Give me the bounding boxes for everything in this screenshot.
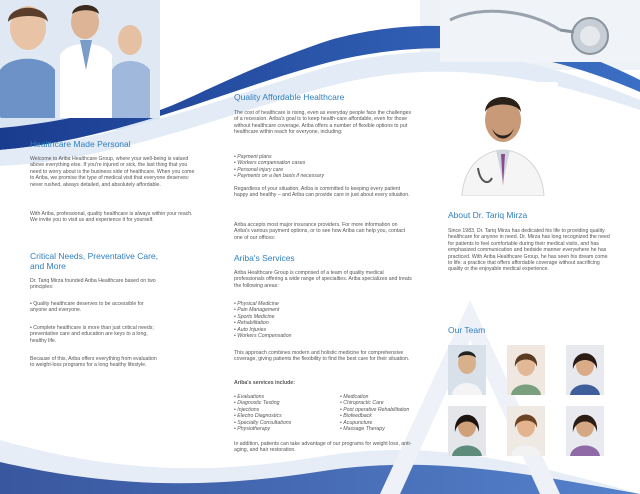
- team-photo: [507, 345, 545, 395]
- doctors-photo: [0, 0, 160, 118]
- list-item: • Electro Diagnostics: [234, 413, 304, 419]
- heading-our-team: Our Team: [448, 325, 486, 335]
- list-item: • Workers Compensation: [234, 333, 412, 339]
- list-item: • Chiropractic Care: [340, 400, 420, 406]
- list-item: • Physical Medicine: [234, 301, 412, 307]
- para-founded: Dr. Tariq Mirza founded Ariba Healthcare based on two principles:: [30, 278, 156, 291]
- services-list-left: [234, 394, 304, 432]
- services-list-right: [340, 394, 420, 432]
- team-photo: [448, 345, 486, 395]
- para-insurance: Ariba accepts most major insurance providers. For more information on Ariba's various payment options, or to see how Ariba can help you, contact one of our offices:: [234, 222, 406, 241]
- para-comprised: Ariba Healthcare Group is comprised of a team of quality medical professionals offering a wide range of specialties. Ariba specializes and treats the following areas:: [234, 270, 412, 289]
- para-cost: The cost of healthcare is rising, even as everyday people face the challenges of a recession. Ariba's goal is to keep health-care affordable, even for those without healthcare coverage. Ariba offers a number of flexible options to put healthcare within reach for everyone, including:: [234, 110, 412, 136]
- para-approach: This approach combines modern and holistic medicine for comprehensive coverage, giving patients the flexibility to find the best care for their situation.: [234, 350, 410, 363]
- heading-arivas-services: Ariba's Services: [234, 253, 295, 263]
- list-item: • Personal injury care: [234, 167, 412, 173]
- list-item: • Sports Medicine: [234, 314, 412, 320]
- list-item: • Pain Management: [234, 307, 412, 313]
- team-photo: [566, 406, 604, 456]
- list-item: • Physiotherapy: [234, 426, 304, 432]
- team-photo: [448, 406, 486, 456]
- bullet-quality: • Quality healthcare deserves to be accessible for anyone and everyone.: [30, 301, 144, 314]
- para-because: Because of this, Ariba offers everything from evaluation to weight-loss programs for a long healthy lifestyle.: [30, 356, 157, 369]
- list-item: • Acupuncture: [340, 420, 420, 426]
- list-item: • Diagnostic Testing: [234, 400, 304, 406]
- list-item: • Injections: [234, 407, 304, 413]
- stethoscope-photo: [440, 0, 640, 62]
- para-welcome: Welcome to Ariba Healthcare Group, where your well-being is valued above everything else. If you're injured or sick, the last thing that you need to worry about is the business side of healthcare. When you come to Ariba, we promise the type of medical visit that everyone deserves: never rushed, always detailed, and absolutely affordable.: [30, 156, 195, 188]
- team-photo: [566, 345, 604, 395]
- list-item: • Massage Therapy: [340, 426, 420, 432]
- heading-about-dr: About Dr. Tariq Mirza: [448, 210, 528, 220]
- para-regardless: Regardless of your situation, Ariba is committed to keeping every patient happy and healthy – and Ariba can provide care in just about every situation.: [234, 186, 410, 199]
- heading-healthcare-made-personal: Healthcare Made Personal: [30, 139, 131, 149]
- para-with-ariba: With Ariba, professional, quality healthcare is always within your reach. We invite you to visit us and experience it for yourself.: [30, 211, 193, 224]
- list-item: • Evaluations: [234, 394, 304, 400]
- list-item: • Payments on a lien basis if necessary: [234, 173, 412, 179]
- list-item: • Medication: [340, 394, 420, 400]
- list-item: • Post operative Rehabilitation: [340, 407, 420, 413]
- para-programs: In addition, patients can take advantage of our programs for weight loss, anti-aging, and hair restoration.: [234, 441, 412, 454]
- list-item: • Biofeedback: [340, 413, 420, 419]
- list-item: • Specialty Consultations: [234, 420, 304, 426]
- doctor-portrait: [448, 82, 558, 196]
- specialties-list: [234, 301, 412, 339]
- services-columns: [234, 394, 420, 432]
- services-title: Ariba's services include:: [234, 380, 295, 386]
- heading-quality-affordable: Quality Affordable Healthcare: [234, 92, 345, 102]
- list-item: • Payment plans: [234, 154, 412, 160]
- list-item: • Rehabilitation: [234, 320, 412, 326]
- para-since-1983: Since 1983, Dr. Tariq Mirza has dedicated his life to providing quality healthcare for anyone in need. Dr. Mirza has long recognized the need for patients to feel comfortable during their medical visits, and has emphasized communication and bedside manner everywhere he has practiced. With Ariba Healthcare Group, he has seen his dream come to life: a practice that offers affordable coverage without sacrificing quality or the enjoyable medical experience.: [448, 228, 610, 273]
- team-photo: [507, 406, 545, 456]
- list-item: • Auto Injuries: [234, 327, 412, 333]
- heading-critical-needs: Critical Needs, Preventative Care, and More: [30, 251, 159, 271]
- list-item: • Workers compensation cases: [234, 160, 412, 166]
- bullet-complete: • Complete healthcare is more than just critical needs; preventative care and education are keys to a long, healthy life.: [30, 325, 154, 344]
- payment-options-list: [234, 154, 412, 180]
